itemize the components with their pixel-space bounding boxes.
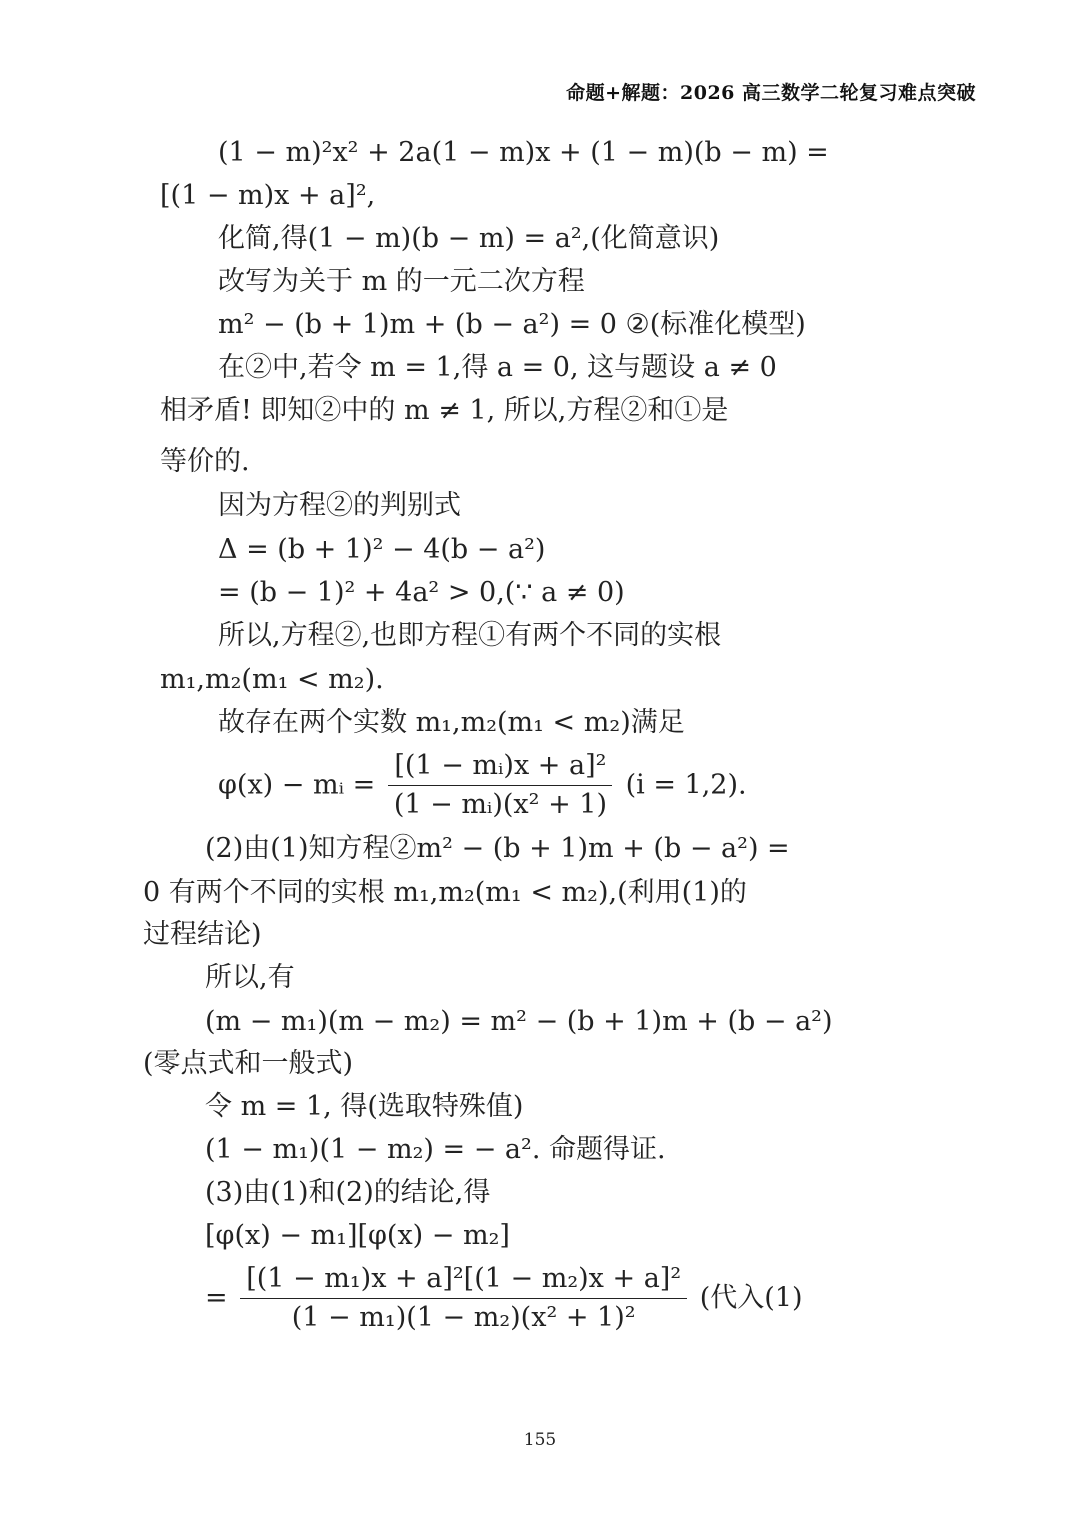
fraction — [240, 1262, 687, 1335]
text-line: 令 m = 1, 得(选取特殊值) — [205, 1091, 524, 1122]
text-line: (2)由(1)知方程②m² − (b + 1)m + (b − a²) = — [205, 833, 790, 864]
text-line: 所以,方程②,也即方程①有两个不同的实根 — [218, 620, 722, 651]
fraction-prefix: = — [205, 1282, 228, 1314]
fraction-numerator: [(1 − mᵢ)x + a]² — [388, 749, 612, 786]
text-line: 化简,得(1 − m)(b − m) = a²,(化简意识) — [218, 223, 720, 254]
text-line: m² − (b + 1)m + (b − a²) = 0 ②(标准化模型) — [218, 309, 806, 340]
text-line: 0 有两个不同的实根 m₁,m₂(m₁ < m₂),(利用(1)的 — [143, 877, 747, 908]
text-line: [φ(x) − m₁][φ(x) − m₂] — [205, 1220, 510, 1251]
fraction-equation-2 — [205, 1262, 803, 1335]
text-line: = (b − 1)² + 4a² > 0,(∵ a ≠ 0) — [218, 577, 625, 608]
fraction-equation-1 — [218, 749, 747, 822]
text-line: (零点式和一般式) — [143, 1048, 354, 1079]
fraction-prefix: φ(x) − mᵢ = — [218, 769, 376, 801]
running-header: 命题+解题：2026 高三数学二轮复习难点突破 — [566, 82, 976, 104]
page-number: 155 — [523, 1430, 557, 1450]
text-line: 因为方程②的判别式 — [218, 490, 461, 521]
text-line: 改写为关于 m 的一元二次方程 — [218, 266, 585, 297]
text-line: (3)由(1)和(2)的结论,得 — [205, 1177, 491, 1208]
fraction — [388, 749, 613, 822]
text-line: m₁,m₂(m₁ < m₂). — [160, 664, 384, 695]
text-line: 在②中,若令 m = 1,得 a = 0, 这与题设 a ≠ 0 — [218, 352, 777, 383]
fraction-suffix: (i = 1,2). — [625, 769, 747, 801]
fraction-suffix: (代入(1) — [699, 1282, 803, 1314]
text-line: (1 − m₁)(1 − m₂) = − a². 命题得证. — [205, 1134, 666, 1165]
text-line: [(1 − m)x + a]², — [160, 180, 376, 211]
text-line: 故存在两个实数 m₁,m₂(m₁ < m₂)满足 — [218, 707, 685, 738]
text-line: 相矛盾! 即知②中的 m ≠ 1, 所以,方程②和①是 — [160, 395, 729, 426]
text-line: 过程结论) — [143, 919, 262, 950]
fraction-denominator: (1 − m₁)(1 − m₂)(x² + 1)² — [291, 1302, 636, 1333]
text-line: Δ = (b + 1)² − 4(b − a²) — [218, 534, 546, 565]
text-line: 所以,有 — [205, 962, 295, 993]
text-line: (1 − m)²x² + 2a(1 − m)x + (1 − m)(b − m) = — [218, 137, 829, 168]
text-line: 等价的. — [160, 446, 250, 477]
text-line: (m − m₁)(m − m₂) = m² − (b + 1)m + (b − a²) — [205, 1006, 833, 1037]
fraction-denominator: (1 − mᵢ)(x² + 1) — [393, 789, 607, 820]
fraction-numerator: [(1 − m₁)x + a]²[(1 − m₂)x + a]² — [240, 1262, 687, 1299]
